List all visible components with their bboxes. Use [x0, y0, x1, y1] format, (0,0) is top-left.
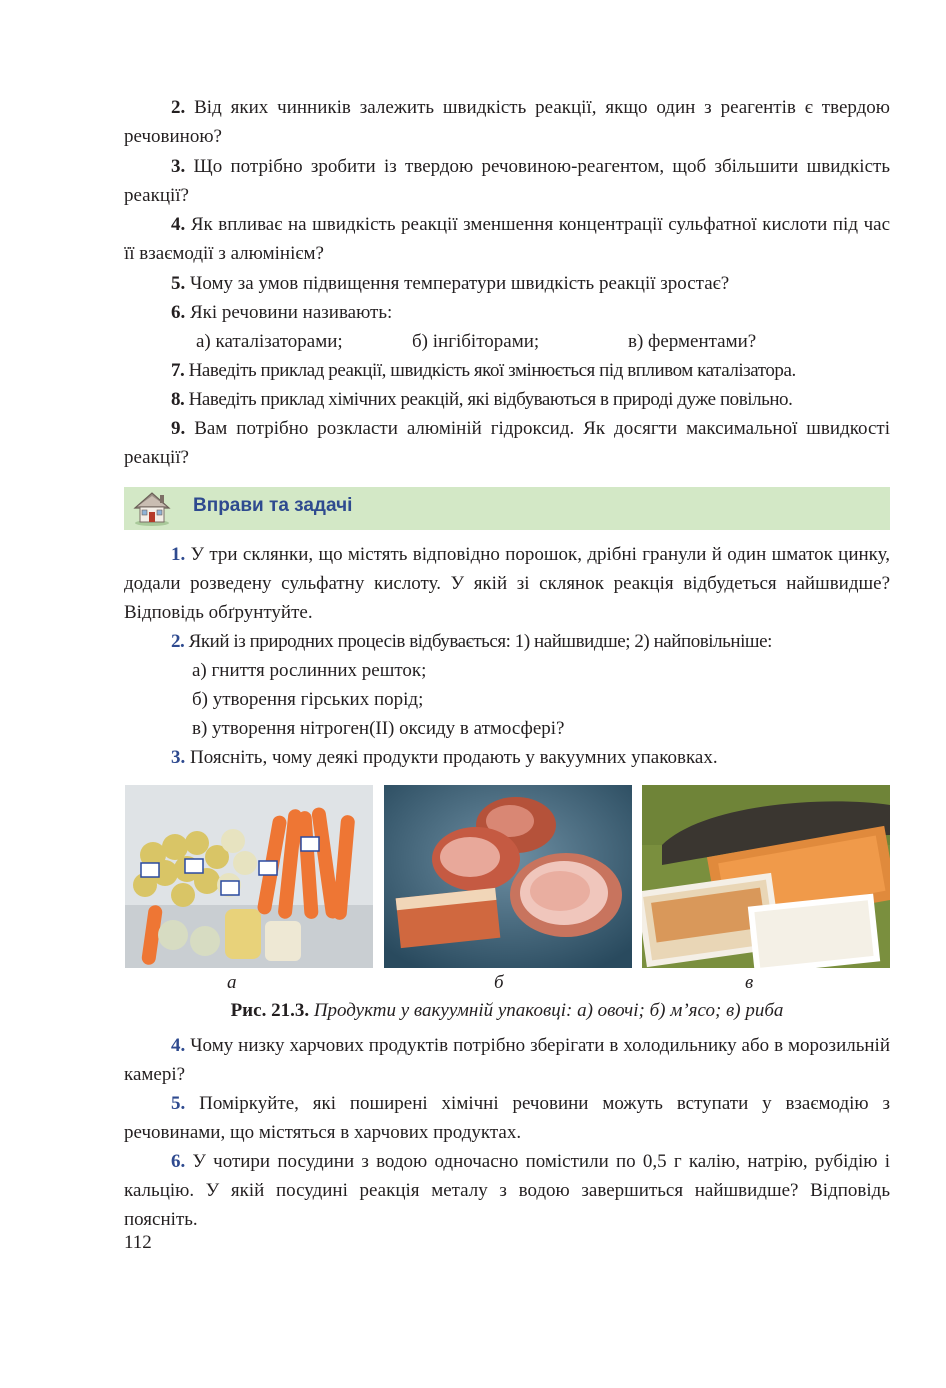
question-number: 9.	[171, 418, 186, 439]
exercise-number: 6.	[171, 1151, 186, 1172]
exercise-6	[124, 1147, 890, 1234]
exercise-text: Який із природних процесів відбувається: 1) найшвидше; 2) найповільніше:	[184, 631, 772, 652]
figure-letter-v: в	[745, 972, 754, 993]
photo-vegetables	[125, 785, 373, 968]
question-text: Від яких чинників залежить швидкість реакції, якщо один з реагентів є твердою речовиною?	[124, 97, 890, 147]
exercise-5	[124, 1089, 890, 1147]
figure-photos	[124, 785, 890, 968]
question-number: 8.	[171, 389, 185, 410]
question-9	[124, 414, 890, 472]
figure-caption-text: Продукти у вакуумній упаковці: а) овочі; б) м’ясо; в) риба	[309, 1000, 784, 1021]
question-text: Наведіть приклад реакції, швидкість якої змінюється під впливом каталізатора.	[184, 360, 796, 381]
option-b: б) інгібіторами;	[412, 331, 540, 352]
question-number: 4.	[171, 214, 186, 235]
figure-letter-a: а	[227, 972, 237, 993]
exercise-number: 4.	[171, 1035, 186, 1056]
question-3	[124, 152, 890, 210]
option-a: а) каталізаторами;	[196, 331, 343, 352]
exercise-text: Поміркуйте, які поширені хімічні речовини можуть вступати у взаємодію з речовинами, що містяться в харчових продуктах.	[124, 1093, 890, 1143]
exercise-text: Поясніть, чому деякі продукти продають у вакуумних упаковках.	[185, 747, 718, 768]
exercise-4	[124, 1031, 890, 1089]
question-text: Чому за умов підвищення температури швидкість реакції зростає?	[185, 273, 730, 294]
exercise-text: Чому низку харчових продуктів потрібно зберігати в холодильнику або в морозильній камері?	[124, 1035, 890, 1085]
section-banner	[124, 487, 890, 530]
exercise-text: У три склянки, що містять відповідно порошок, дрібні гранули й один шматок цинку, додали розведену сульфатну кислоту. У якій зі склянок реакція відбудеться найшвидше? Відповідь обґрунтуйте.	[124, 544, 890, 623]
question-4	[124, 210, 890, 268]
question-7	[124, 356, 890, 385]
figure-label: Рис. 21.3.	[230, 1000, 310, 1021]
question-6-options	[196, 327, 890, 356]
page-number: 112	[124, 1232, 152, 1253]
section-title: Вправи та задачі	[193, 495, 353, 516]
question-text: Які речовини називають:	[185, 302, 393, 323]
photo-fish	[642, 785, 890, 968]
question-text: Наведіть приклад хімічних реакцій, які відбуваються в природі дуже повільно.	[184, 389, 793, 410]
exercise-2-item-c: в) утворення нітроген(ІІ) оксиду в атмосфері?	[192, 718, 565, 739]
photo-meat	[384, 785, 632, 968]
exercise-text: У чотири посудини з водою одночасно помістили по 0,5 г калію, натрію, рубідію і кальцію. У якій посудині реакція металу з водою завершиться найшвидше? Відповідь поясніть.	[124, 1151, 890, 1230]
exercise-2	[124, 627, 890, 656]
question-8	[124, 385, 890, 414]
exercise-2-item-a: а) гниття рослинних решток;	[192, 660, 427, 681]
question-text: Як впливає на швидкість реакції зменшення концентрації сульфатної кислоти під час її взаємодії з алюмінієм?	[124, 214, 890, 264]
question-text: Що потрібно зробити із твердою речовиною-реагентом, щоб збільшити швидкість реакції?	[124, 156, 890, 206]
question-5	[124, 269, 890, 298]
exercise-number: 3.	[171, 747, 186, 768]
figure-letter-b: б	[494, 972, 504, 993]
figure-caption	[124, 1000, 890, 1022]
question-2	[124, 93, 890, 151]
exercise-number: 2.	[171, 631, 185, 652]
question-number: 5.	[171, 273, 186, 294]
option-c: в) ферментами?	[628, 331, 757, 352]
house-icon	[132, 489, 172, 532]
exercise-1	[124, 540, 890, 627]
question-text: Вам потрібно розкласти алюміній гідроксид. Як досягти максимальної швидкості реакції?	[124, 418, 890, 468]
exercise-2-item-b: б) утворення гірських порід;	[192, 689, 424, 710]
exercise-3	[124, 743, 890, 772]
question-number: 7.	[171, 360, 185, 381]
question-6	[124, 298, 890, 327]
question-number: 3.	[171, 156, 186, 177]
exercise-number: 5.	[171, 1093, 186, 1114]
question-number: 6.	[171, 302, 186, 323]
question-number: 2.	[171, 97, 186, 118]
exercise-number: 1.	[171, 544, 186, 565]
